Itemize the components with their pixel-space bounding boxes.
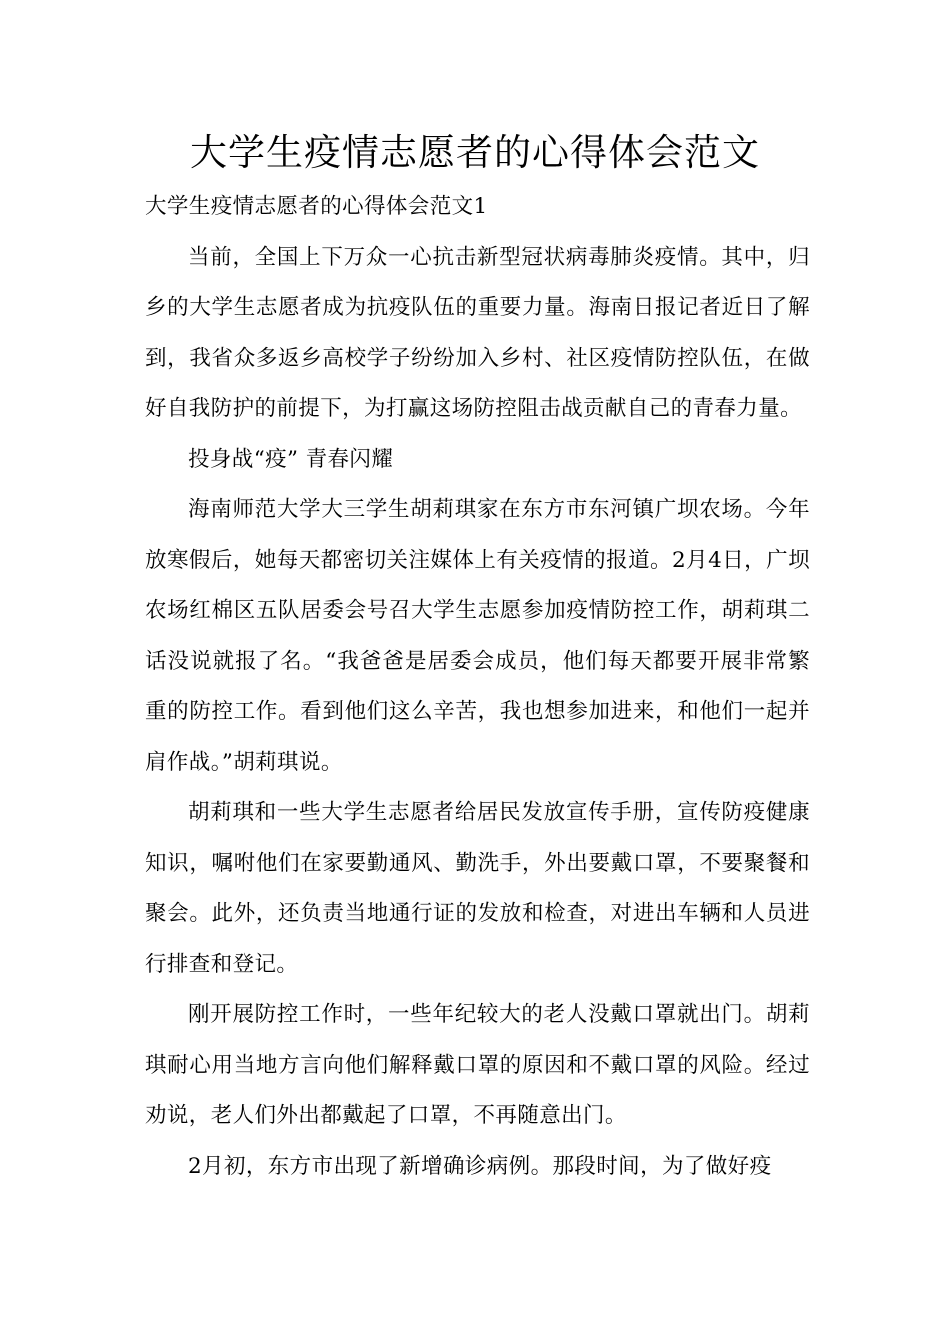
document-subtitle: 大学生疫情志愿者的心得体会范文1 [145, 194, 488, 219]
paragraph: 2月初，东方市出现了新增确诊病例。那段时间，为了做好疫 [188, 1153, 772, 1179]
document-title: 大学生疫情志愿者的心得体会范文 [190, 131, 760, 174]
paragraph: 刚开展防控工作时，一些年纪较大的老人没戴口罩就出门。胡莉琪耐心用当地方言向他们解释戴口罩的原因和不戴口罩的风险。经过劝说，老人们外出都戴起了口罩，不再随意出门。 [145, 1002, 810, 1128]
document-body [145, 182, 810, 1192]
paragraph: 海南师范大学大三学生胡莉琪家在东方市东河镇广坝农场。今年放寒假后，她每天都密切关注媒体上有关疫情的报道。2月4日，广坝农场红棉区五队居委会号召大学生志愿参加疫情防控工作，胡莉琪二话没说就报了名。“我爸爸是居委会成员，他们每天都要开展非常繁重的防控工作。看到他们这么辛苦，我也想参加进来，和他们一起并肩作战。”胡莉琪说。 [145, 497, 810, 775]
paragraph: 当前，全国上下万众一心抗击新型冠状病毒肺炎疫情。其中，归乡的大学生志愿者成为抗疫队伍的重要力量。海南日报记者近日了解到，我省众多返乡高校学子纷纷加入乡村、社区疫情防控队伍，在做好自我防护的前提下，为打赢这场防控阻击战贡献自己的青春力量。 [145, 244, 810, 421]
section-heading: 投身战“疫” 青春闪耀 [188, 446, 394, 472]
paragraph: 胡莉琪和一些大学生志愿者给居民发放宣传手册，宣传防疫健康知识，嘱咐他们在家要勤通风、勤洗手，外出要戴口罩，不要聚餐和聚会。此外，还负责当地通行证的发放和检查，对进出车辆和人员进行排查和登记。 [145, 800, 810, 977]
